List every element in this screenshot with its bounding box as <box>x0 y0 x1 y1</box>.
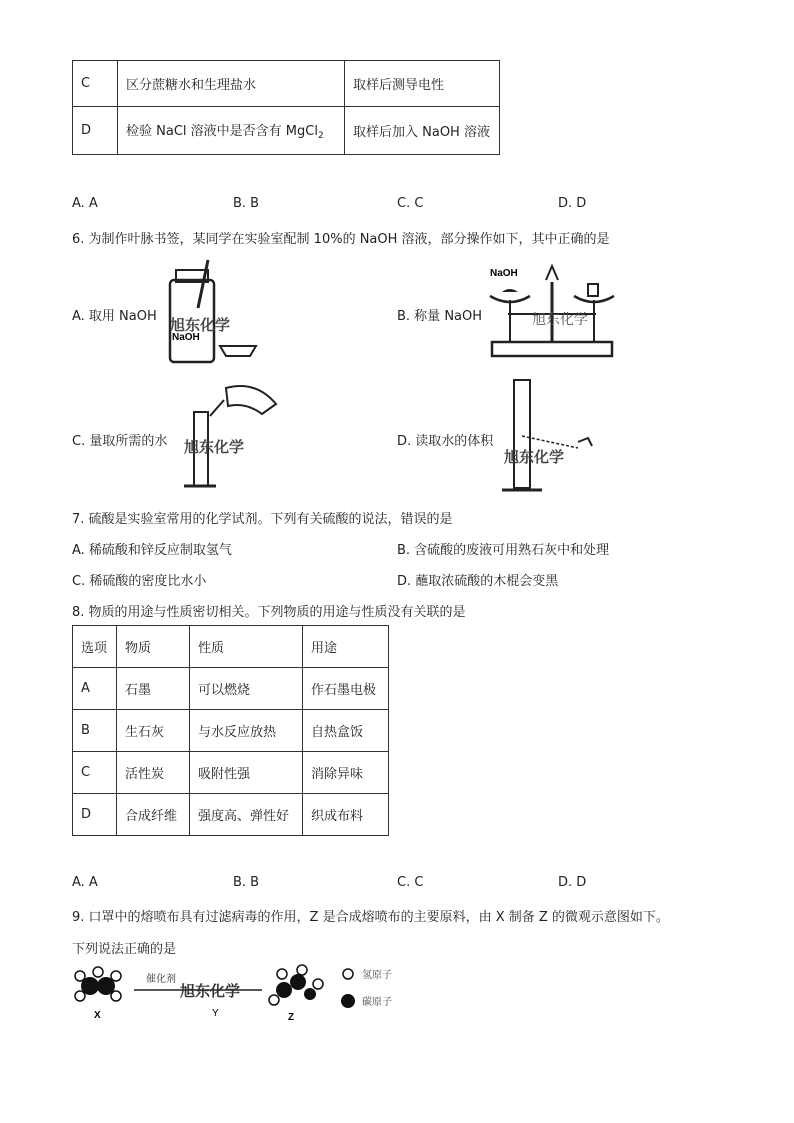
q7-option-b[interactable]: B. 含硫酸的废液可用熟石灰中和处理 <box>397 543 610 558</box>
option-b[interactable]: B. B <box>233 875 260 890</box>
option-d[interactable]: D. D <box>558 875 587 890</box>
option-c[interactable]: C. C <box>397 196 424 211</box>
q6-option-c-label[interactable]: C. 量取所需的水 <box>72 434 168 449</box>
q9-stem-line1: 9. 口罩中的熔喷布具有过滤病毒的作用，Z 是合成熔喷布的主要原料，由 X 制备 Z 的微观示意图如下。 <box>72 910 669 925</box>
q6-option-b-label[interactable]: B. 称量 NaOH <box>397 309 483 324</box>
header-cell: 用途 <box>303 626 389 668</box>
cell: B <box>73 710 117 752</box>
arrow-label: 催化剂 <box>146 974 176 985</box>
cell: 消除异味 <box>303 752 389 794</box>
reagent-jar-illustration <box>160 258 270 366</box>
watermark: 旭东化学 <box>504 448 565 466</box>
option-cell: C <box>73 61 118 107</box>
option-c[interactable]: C. C <box>397 875 424 890</box>
jar-label: NaOH <box>172 332 200 343</box>
cell: 活性炭 <box>117 752 190 794</box>
cell: 合成纤维 <box>117 794 190 836</box>
q6-option-d-label[interactable]: D. 读取水的体积 <box>397 434 494 449</box>
label-y: Y <box>212 1008 219 1019</box>
q6-option-a-label[interactable]: A. 取用 NaOH <box>72 309 157 324</box>
legend-hydrogen: 氢原子 <box>362 970 392 981</box>
table-row <box>73 710 389 752</box>
q5-options <box>72 196 632 214</box>
header-cell: 选项 <box>73 626 117 668</box>
header-cell: 物质 <box>117 626 190 668</box>
cell: 石墨 <box>117 668 190 710</box>
cell: A <box>73 668 117 710</box>
table-row <box>73 794 389 836</box>
option-a[interactable]: A. A <box>72 875 98 890</box>
q7-option-c[interactable]: C. 稀硫酸的密度比水小 <box>72 574 207 589</box>
hydrogen-atom-icon <box>343 969 353 979</box>
q6-stem: 6. 为制作叶脉书签，某同学在实验室配制 10%的 NaOH 溶液，部分操作如下，其中正确的是 <box>72 232 610 247</box>
micro-reaction-diagram <box>72 962 412 1022</box>
q8-stem: 8. 物质的用途与性质密切相关。下列物质的用途与性质没有关联的是 <box>72 605 466 620</box>
watermark: 旭东化学 <box>170 316 231 334</box>
cell: 作石墨电极 <box>303 668 389 710</box>
purpose-text: 检验 NaCl 溶液中是否含有 MgCl <box>126 124 318 139</box>
option-a[interactable]: A. A <box>72 196 98 211</box>
cell: 吸附性强 <box>190 752 303 794</box>
reading-cylinder-illustration <box>500 376 600 496</box>
table-header-row <box>73 626 389 668</box>
carbon-atom-icon <box>341 994 355 1008</box>
watermark: 旭东化学 <box>532 312 588 328</box>
option-b[interactable]: B. B <box>233 196 260 211</box>
table-row <box>73 752 389 794</box>
label-z: Z <box>288 1012 295 1023</box>
cell: 织成布料 <box>303 794 389 836</box>
watermark: 旭东化学 <box>184 438 245 456</box>
q7-option-d[interactable]: D. 蘸取浓硫酸的木棍会变黑 <box>397 574 559 589</box>
q8-options <box>72 875 632 893</box>
cell: 与水反应放热 <box>190 710 303 752</box>
header-cell: 性质 <box>190 626 303 668</box>
pan-label: NaOH <box>490 268 518 279</box>
legend-carbon: 碳原子 <box>362 997 392 1008</box>
watermark: 旭东化学 <box>180 982 241 1000</box>
experiment-table <box>72 60 500 155</box>
cell: 生石灰 <box>117 710 190 752</box>
purpose-cell <box>118 107 345 155</box>
q7-stem: 7. 硫酸是实验室常用的化学试剂。下列有关硫酸的说法，错误的是 <box>72 512 453 527</box>
molecule-x <box>75 967 121 1001</box>
table-row <box>73 107 500 155</box>
cell: D <box>73 794 117 836</box>
usage-property-table <box>72 625 389 836</box>
method-cell: 取样后测导电性 <box>345 61 500 107</box>
label-x: X <box>94 1010 101 1021</box>
q7-option-a[interactable]: A. 稀硫酸和锌反应制取氢气 <box>72 543 232 558</box>
option-cell: D <box>73 107 118 155</box>
balance-illustration <box>488 262 616 362</box>
molecule-z <box>269 965 323 1005</box>
q9-stem-line2: 下列说法正确的是 <box>72 942 177 957</box>
method-cell: 取样后加入 NaOH 溶液 <box>345 107 500 155</box>
pouring-water-illustration <box>176 380 286 490</box>
cell: 强度高、弹性好 <box>190 794 303 836</box>
table-row <box>73 61 500 107</box>
purpose-cell: 区分蔗糖水和生理盐水 <box>118 61 345 107</box>
cell: 自热盒饭 <box>303 710 389 752</box>
option-d[interactable]: D. D <box>558 196 587 211</box>
cell: 可以燃烧 <box>190 668 303 710</box>
cell: C <box>73 752 117 794</box>
subscript: 2 <box>317 131 324 141</box>
table-row <box>73 668 389 710</box>
